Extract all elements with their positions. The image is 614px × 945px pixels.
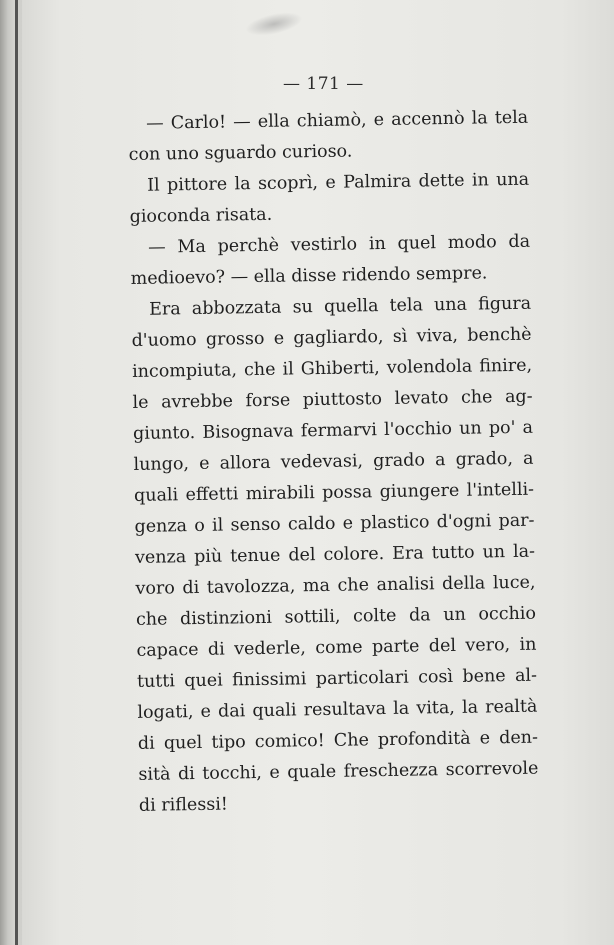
text-line: gioconda risata. <box>129 204 273 227</box>
text-line: lungo, e allora vedevasi, grado a grado, a <box>133 448 534 475</box>
text-line: capace di vederle, come parte del vero, in <box>136 634 537 661</box>
text-line: logati, e dai quali resultava la vita, la realtà <box>137 696 538 723</box>
text-line: le avrebbe forse piuttosto levato che ag- <box>132 386 533 413</box>
text-line: Era abbozzata su quella tela una figura <box>148 293 532 320</box>
text-line: incompiuta, che il Ghiberti, volendola finire, <box>131 355 533 382</box>
text-line: di riflessi! <box>138 794 229 816</box>
text-line: con uno sguardo curioso. <box>128 141 353 165</box>
text-line: sità di tocchi, e quale freschezza scorrevole <box>138 758 539 785</box>
text-line: venza più tenue del colore. Era tutto un la- <box>134 541 536 568</box>
text-line: di quel tipo comico! Che profondità e den- <box>137 727 539 754</box>
page-binding-edge <box>0 0 22 945</box>
text-line: — Carlo! — ella chiamò, e accennò la tela <box>146 107 529 134</box>
page-number: — 171 — <box>283 74 364 94</box>
body-text <box>128 103 548 816</box>
text-line: Il pittore la scoprì, e Palmira dette in una <box>147 169 530 196</box>
text-line: — Ma perchè vestirlo in quel modo da <box>148 231 531 258</box>
text-line: tutti quei finissimi particolari così bene al- <box>136 665 538 692</box>
text-line: d'uomo grosso e gagliardo, sì viva, benchè <box>131 324 532 351</box>
text-line: genza o il senso caldo e plastico d'ogni par- <box>134 510 535 537</box>
text-line: voro di tavolozza, ma che analisi della luce, <box>135 572 536 599</box>
text-line: giunto. Bisognava fermarvi l'occhio un po' a <box>132 417 534 444</box>
text-line: che distinzioni sottili, colte da un occhio <box>135 603 537 630</box>
binding-shadow-line <box>15 0 18 945</box>
text-line: quali effetti mirabili possa giungere l'intelli- <box>133 479 535 506</box>
ink-smudge <box>244 8 305 40</box>
text-line: medioevo? — ella disse ridendo sempre. <box>130 263 488 289</box>
